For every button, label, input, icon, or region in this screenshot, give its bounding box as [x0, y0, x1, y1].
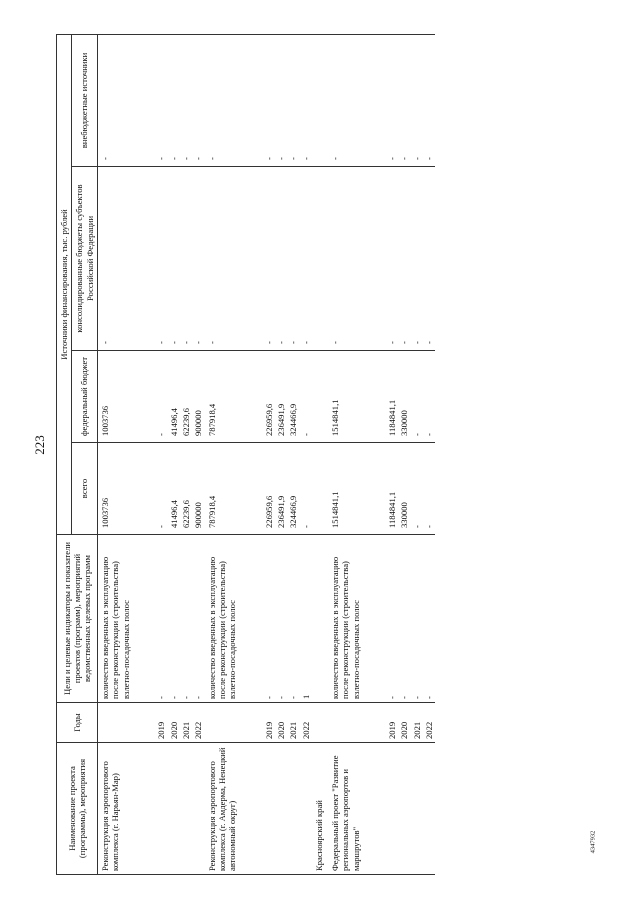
cell-regional: - — [205, 167, 263, 351]
cell-name — [300, 743, 312, 875]
cell-name: Реконструкция аэропортового комплекса (г. Амдерма, Ненецкий автономный округ) — [205, 743, 263, 875]
cell-total: 1184841,1 — [386, 443, 398, 535]
cell-goal: количество введенных в эксплуатацию после реконструкции (строительства) взлетно-посадочных полос — [97, 535, 155, 703]
cell-goal: количество введенных в эксплуатацию после реконструкции (строительства) взлетно-посадочных полос — [205, 535, 263, 703]
cell-goal: - — [423, 535, 435, 703]
cell-year: 2019 — [386, 703, 398, 743]
cell-name — [398, 743, 410, 875]
cell-federal: 787918,4 — [205, 351, 263, 443]
cell-regional: - — [155, 167, 167, 351]
cell-regional: - — [423, 167, 435, 351]
cell-goal — [312, 535, 328, 703]
cell-federal — [312, 351, 328, 443]
header-sources-group: Источники финансирования, тыс. рублей — [57, 34, 72, 534]
cell-total: 236491,9 — [275, 443, 287, 535]
cell-name — [287, 743, 299, 875]
cell-goal: количество введенных в эксплуатацию после реконструкции (строительства) взлетно-посадочных полос — [328, 535, 386, 703]
cell-year: 2019 — [155, 703, 167, 743]
cell-name — [168, 743, 180, 875]
cell-total: 41496,4 — [168, 443, 180, 535]
header-extra: внебюджетные источники — [72, 34, 98, 166]
cell-year — [205, 703, 263, 743]
cell-year: 2022 — [423, 703, 435, 743]
cell-total: - — [411, 443, 423, 535]
header-goals: Цели и целевые индикаторы и показатели проектов (программ), мероприятий ведомственных целевых программ — [57, 535, 98, 703]
header-federal: федеральный бюджет — [72, 351, 98, 443]
cell-extra: - — [155, 34, 167, 166]
cell-goal: 1 — [300, 535, 312, 703]
cell-year: 2021 — [411, 703, 423, 743]
cell-name — [411, 743, 423, 875]
cell-regional: - — [411, 167, 423, 351]
cell-federal: - — [411, 351, 423, 443]
cell-goal: - — [155, 535, 167, 703]
cell-name: Красноярский край — [312, 743, 328, 875]
cell-federal: 330000 — [398, 351, 410, 443]
table-body — [97, 34, 435, 874]
cell-federal: 324466,9 — [287, 351, 299, 443]
document-code: 4347932 — [589, 830, 597, 854]
cell-federal: - — [423, 351, 435, 443]
header-regional: консолидированные бюджеты субъектов Российской Федерации — [72, 167, 98, 351]
cell-year: 2021 — [287, 703, 299, 743]
cell-federal: - — [155, 351, 167, 443]
cell-federal: 226959,6 — [263, 351, 275, 443]
cell-total: 1514841,1 — [328, 443, 386, 535]
table-row-year — [155, 34, 167, 874]
cell-total: 226959,6 — [263, 443, 275, 535]
cell-name — [423, 743, 435, 875]
cell-regional: - — [275, 167, 287, 351]
cell-year: 2020 — [168, 703, 180, 743]
table-row-year — [192, 34, 204, 874]
table-row-project — [205, 34, 263, 874]
cell-regional: - — [168, 167, 180, 351]
cell-extra: - — [287, 34, 299, 166]
cell-goal: - — [386, 535, 398, 703]
cell-name — [180, 743, 192, 875]
cell-goal: - — [287, 535, 299, 703]
cell-federal: 41496,4 — [168, 351, 180, 443]
cell-regional: - — [192, 167, 204, 351]
cell-extra: - — [263, 34, 275, 166]
cell-extra: - — [398, 34, 410, 166]
table-row-year — [287, 34, 299, 874]
financing-table-container — [56, 35, 612, 875]
cell-extra: - — [328, 34, 386, 166]
table-row-year — [398, 34, 410, 874]
cell-federal: 1003736 — [97, 351, 155, 443]
cell-year: 2021 — [180, 703, 192, 743]
cell-goal: - — [411, 535, 423, 703]
table-row-year — [275, 34, 287, 874]
cell-extra: - — [411, 34, 423, 166]
cell-year: 2019 — [263, 703, 275, 743]
cell-extra: - — [275, 34, 287, 166]
cell-year — [312, 703, 328, 743]
table-row-project — [97, 34, 155, 874]
table-row-year — [263, 34, 275, 874]
cell-total: - — [300, 443, 312, 535]
cell-extra: - — [180, 34, 192, 166]
cell-extra — [312, 34, 328, 166]
financing-table — [56, 34, 435, 875]
cell-goal: - — [275, 535, 287, 703]
cell-extra: - — [423, 34, 435, 166]
cell-name — [155, 743, 167, 875]
table-row-year — [168, 34, 180, 874]
header-years: Годы — [57, 703, 98, 743]
cell-name — [386, 743, 398, 875]
cell-year: 2022 — [192, 703, 204, 743]
cell-total: 324466,9 — [287, 443, 299, 535]
cell-total: 330000 — [398, 443, 410, 535]
table-row-year — [411, 34, 423, 874]
cell-regional: - — [300, 167, 312, 351]
cell-regional: - — [328, 167, 386, 351]
cell-total: - — [423, 443, 435, 535]
cell-federal: 1184841,1 — [386, 351, 398, 443]
table-header — [57, 34, 98, 874]
header-name: Наименование проекта (программы), мероприятия — [57, 743, 98, 875]
cell-name — [275, 743, 287, 875]
cell-total: - — [155, 443, 167, 535]
cell-year: 2022 — [300, 703, 312, 743]
header-total: всего — [72, 443, 98, 535]
cell-federal: 236491,9 — [275, 351, 287, 443]
cell-regional: - — [287, 167, 299, 351]
cell-federal: - — [300, 351, 312, 443]
cell-goal: - — [192, 535, 204, 703]
cell-year — [328, 703, 386, 743]
cell-name — [192, 743, 204, 875]
cell-year — [97, 703, 155, 743]
cell-extra: - — [192, 34, 204, 166]
cell-regional — [312, 167, 328, 351]
cell-total: 62239,6 — [180, 443, 192, 535]
cell-extra: - — [300, 34, 312, 166]
cell-extra: - — [386, 34, 398, 166]
cell-goal: - — [180, 535, 192, 703]
table-row-project — [328, 34, 386, 874]
cell-goal: - — [263, 535, 275, 703]
cell-regional: - — [263, 167, 275, 351]
cell-extra: - — [205, 34, 263, 166]
cell-total: 900000 — [192, 443, 204, 535]
cell-name: Реконструкция аэропортового комплекса (г. Нарьян-Мар) — [97, 743, 155, 875]
table-row-project — [312, 34, 328, 874]
table-row-year — [386, 34, 398, 874]
cell-regional: - — [386, 167, 398, 351]
cell-total: 1003736 — [97, 443, 155, 535]
cell-regional: - — [180, 167, 192, 351]
cell-regional: - — [398, 167, 410, 351]
table-row-year — [423, 34, 435, 874]
cell-extra: - — [97, 34, 155, 166]
table-row-year — [180, 34, 192, 874]
cell-year: 2020 — [275, 703, 287, 743]
table-row-year — [300, 34, 312, 874]
cell-federal: 1514841,1 — [328, 351, 386, 443]
cell-name — [263, 743, 275, 875]
cell-goal: - — [168, 535, 180, 703]
cell-total — [312, 443, 328, 535]
cell-federal: 62239,6 — [180, 351, 192, 443]
cell-total: 787918,4 — [205, 443, 263, 535]
page-number: 223 — [32, 435, 47, 455]
cell-extra: - — [168, 34, 180, 166]
cell-goal: - — [398, 535, 410, 703]
cell-federal: 900000 — [192, 351, 204, 443]
cell-year: 2020 — [398, 703, 410, 743]
cell-name: Федеральный проект "Развитие региональных аэропортов и маршрутов" — [328, 743, 386, 875]
cell-regional: - — [97, 167, 155, 351]
